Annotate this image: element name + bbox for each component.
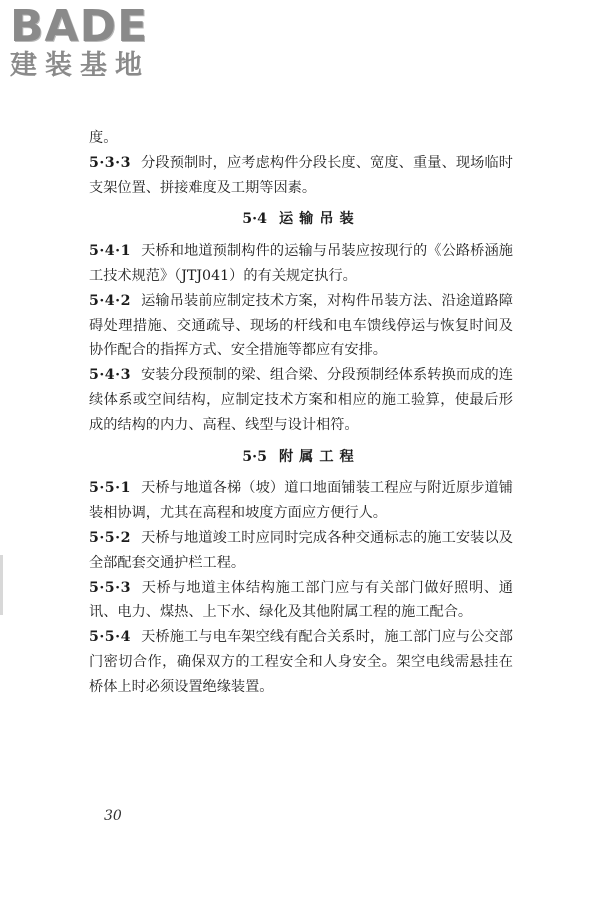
clause-text: 运输吊装前应制定技术方案，对构件吊装方法、沿途道路障碍处理措施、交通疏导、现场的杆线和电车馈线停运与恢复时间及协作配合的指挥方式、安全措施等都应有安排。 <box>89 292 513 359</box>
clause-text: 天桥与地道主体结构施工部门应与有关部门做好照明、通讯、电力、煤热、上下水、绿化及其他附属工程的施工配合。 <box>89 579 513 621</box>
section-title: 附属工程 <box>278 448 360 465</box>
section-title: 运输吊装 <box>278 211 360 228</box>
clause-number: 5·4·1 <box>89 243 131 260</box>
logo-wordmark: BADE <box>10 1 149 52</box>
section-number: 5·4 <box>242 211 267 228</box>
clause-text: 分段预制时，应考虑构件分段长度、宽度、重量、现场临时支架位置、拼接难度及工期等因素。 <box>89 154 513 196</box>
clause-5-3-3 <box>89 151 513 201</box>
clause-5-5-4 <box>89 625 513 699</box>
clause-5-4-2 <box>89 289 513 363</box>
section-heading-5-4 <box>89 207 513 232</box>
clause-number: 5·5·1 <box>89 480 131 497</box>
page-body <box>89 126 513 700</box>
page-number: 30 <box>104 808 122 824</box>
logo-chinese-name: 建装基地 <box>10 50 150 81</box>
clause-text: 天桥与地道各梯（坡）道口地面铺装工程应与附近原步道铺装相协调，尤其在高程和坡度方面应方便行人。 <box>89 480 513 522</box>
clause-text: 天桥施工与电车架空线有配合关系时，施工部门应与公交部门密切合作，确保双方的工程安全和人身安全。架空电线需悬挂在桥体上时必须设置绝缘装置。 <box>89 629 513 695</box>
scan-edge-mark <box>0 555 3 615</box>
clause-5-4-3 <box>89 363 513 437</box>
clause-number: 5·3·3 <box>89 154 131 171</box>
clause-5-4-1 <box>89 239 513 289</box>
clause-5-5-1 <box>89 476 513 526</box>
clause-5-5-3 <box>89 576 513 626</box>
clause-text: 天桥和地道预制构件的运输与吊装应按现行的《公路桥涵施工技术规范》（JTJ041）的有关规定执行。 <box>89 243 513 284</box>
logo <box>10 1 180 82</box>
clause-number: 5·4·3 <box>89 367 131 384</box>
clause-number: 5·5·2 <box>89 529 131 546</box>
clause-text: 安装分段预制的梁、组合梁、分段预制经体系转换而成的连续体系或空间结构，应制定技术方案和相应的施工验算，使最后形成的结构的内力、高程、线型与设计相符。 <box>89 367 513 433</box>
section-number: 5·5 <box>242 448 267 465</box>
clause-number: 5·4·2 <box>89 292 131 309</box>
section-heading-5-5 <box>89 445 513 470</box>
clause-5-5-2 <box>89 526 513 576</box>
clause-text: 天桥与地道竣工时应同时完成各种交通标志的施工安装以及全部配套交通护栏工程。 <box>89 529 513 571</box>
clause-number: 5·5·4 <box>89 629 131 646</box>
clause-number: 5·5·3 <box>89 579 131 596</box>
paragraph-text: 度。 <box>89 130 118 146</box>
paragraph-continuation <box>89 126 513 151</box>
